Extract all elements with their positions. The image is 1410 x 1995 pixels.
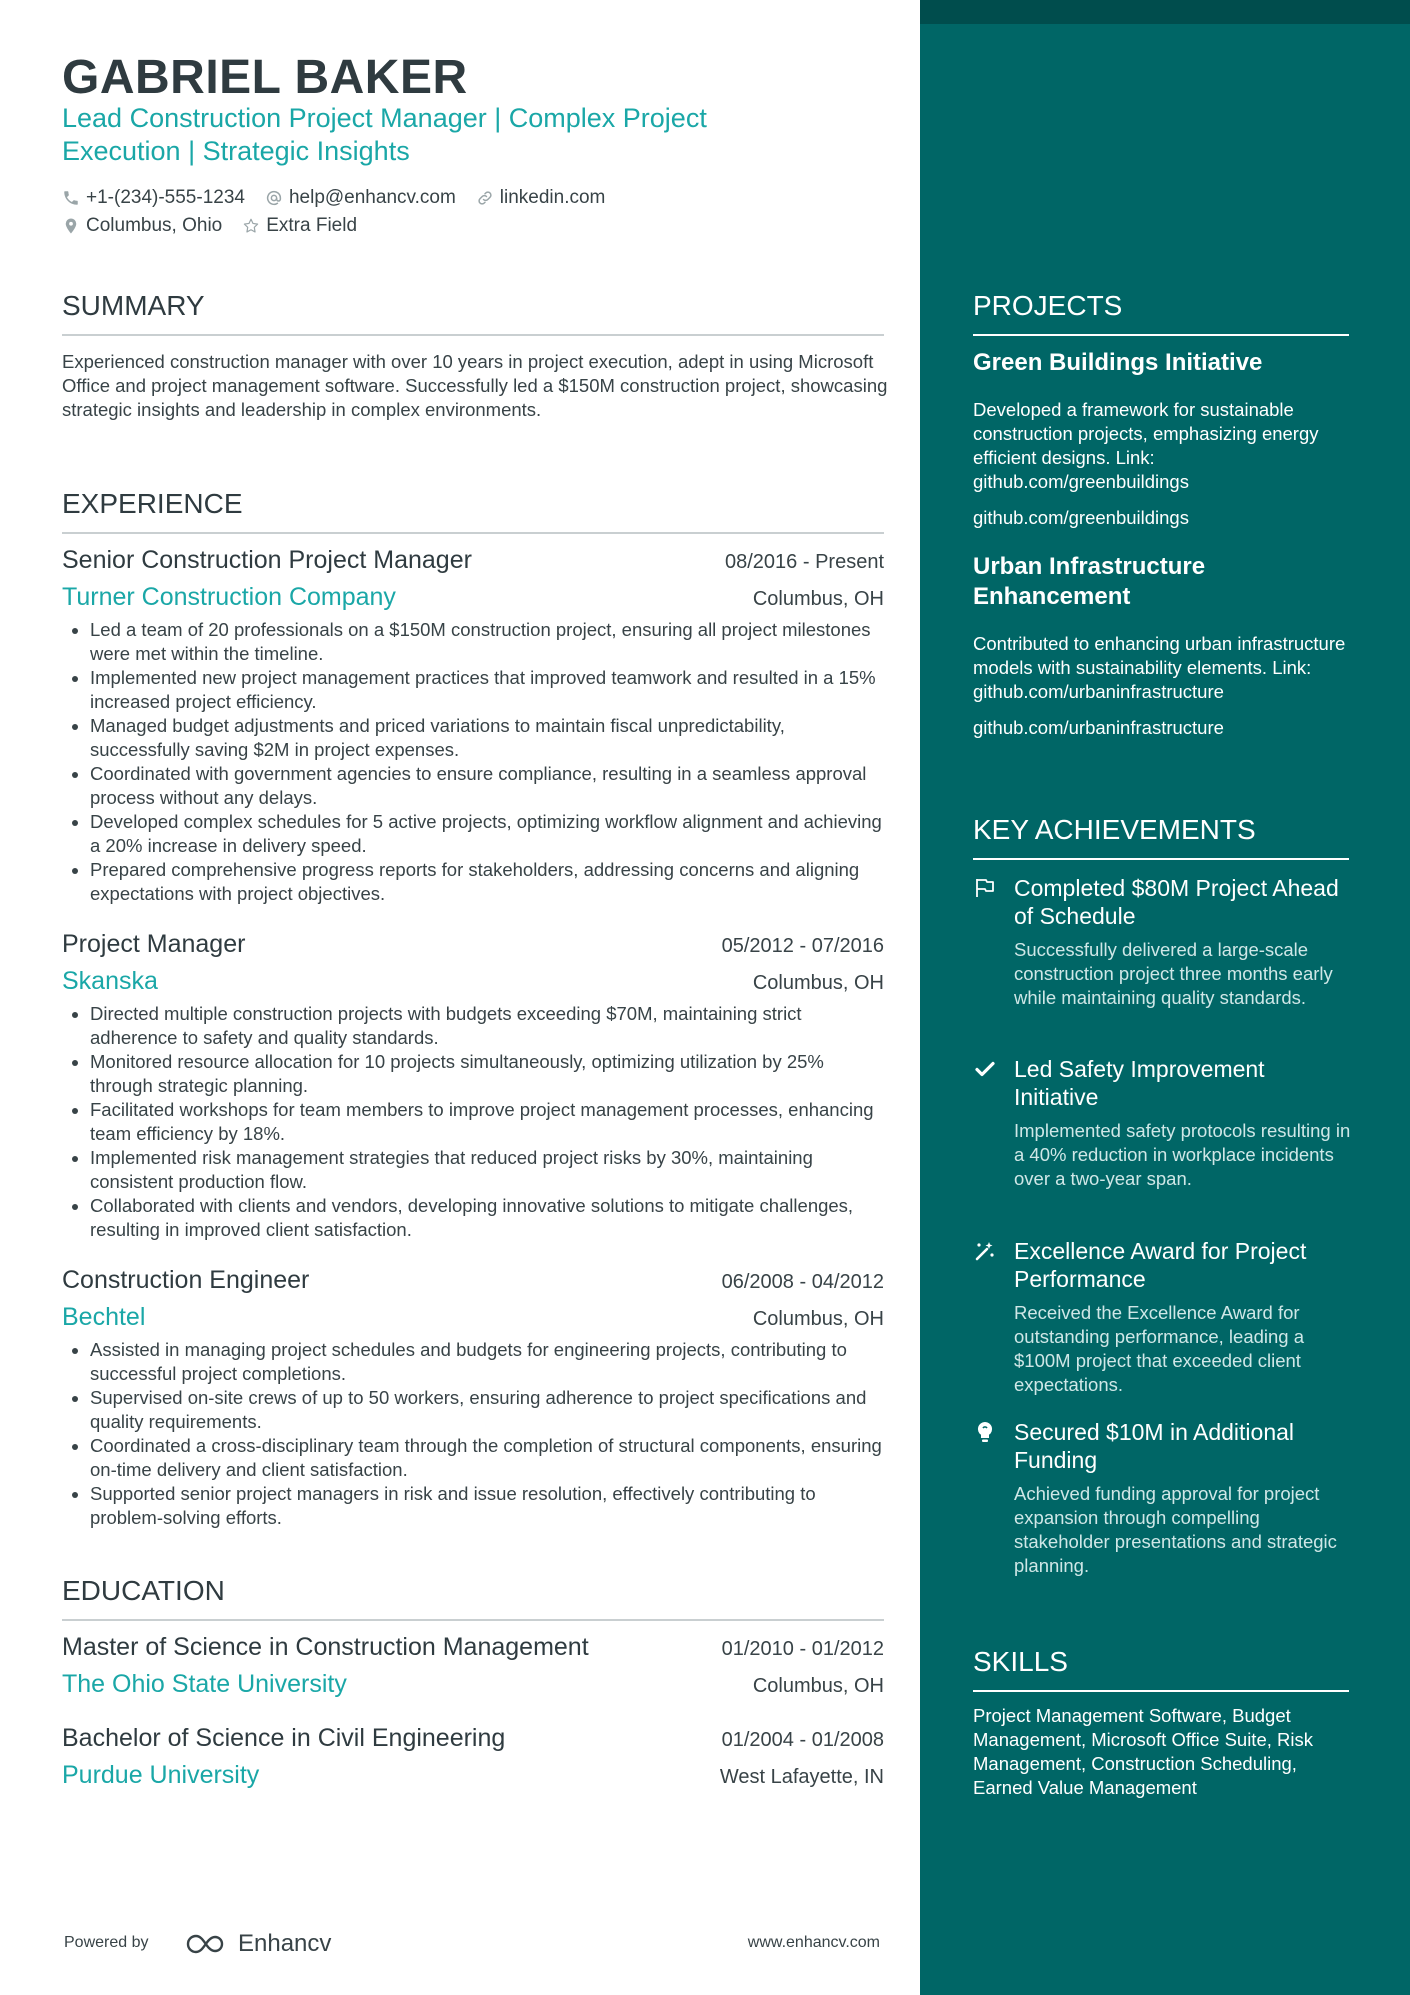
job-company: Skanska (62, 967, 158, 995)
school-name: Purdue University (62, 1761, 260, 1789)
job-bullets (62, 1338, 884, 1530)
skills-section-heading (973, 1646, 1349, 1692)
job-company: Turner Construction Company (62, 583, 396, 611)
job-entry (62, 930, 884, 1242)
achievements-divider (973, 858, 1349, 860)
project-link[interactable]: github.com/urbaninfrastructure (973, 717, 1224, 738)
project-title: Green Buildings Initiative (973, 349, 1263, 376)
education-dates: 01/2004 - 01/2008 (721, 1729, 884, 1751)
job-title: Project Manager (62, 930, 246, 958)
experience-heading: EXPERIENCE (62, 488, 243, 519)
bullet-item: • Developed complex schedules for 5 active projects, optimizing workflow alignment and achieving a 20% increase in delivery speed. (90, 810, 884, 858)
link-icon (476, 189, 494, 207)
job-title: Construction Engineer (62, 1266, 310, 1294)
job-title: Senior Construction Project Manager (62, 546, 472, 574)
bullet-item: • Monitored resource allocation for 10 projects simultaneously, optimizing utilization by 25% through strategic planning. (90, 1050, 884, 1098)
at-icon (265, 189, 283, 207)
location-pin-icon (62, 217, 80, 235)
education-section-heading (62, 1575, 884, 1621)
school-location: West Lafayette, IN (719, 1766, 884, 1788)
job-entry (62, 546, 884, 906)
summary-text: Experienced construction manager with over 10 years in project execution, adept in using Microsoft Office and project management software. Successfully led a $150M construction project, showcasing strategic insights and leadership in complex environments. (62, 351, 888, 420)
bullet-item: • Supported senior project managers in risk and issue resolution, effectively contributing to problem-solving efforts. (90, 1482, 884, 1530)
degree-name: Bachelor of Science in Civil Engineering (62, 1724, 506, 1752)
project-title: Urban Infrastructure Enhancement (973, 553, 1206, 610)
bullet-item: • Coordinated a cross-disciplinary team through the completion of structural components, ensuring on-time delivery and client satisfaction. (90, 1434, 884, 1482)
experience-section-heading (62, 488, 884, 534)
contact-linkedin[interactable] (476, 187, 606, 209)
summary-section-heading (62, 290, 884, 336)
bullet-item: • Coordinated with government agencies to ensure compliance, resulting in a seamless approval process without any delays. (90, 762, 884, 810)
achievements-heading: KEY ACHIEVEMENTS (973, 814, 1256, 845)
contact-phone (62, 187, 245, 209)
education-dates: 01/2010 - 01/2012 (721, 1638, 884, 1660)
summary-divider (62, 334, 884, 336)
projects-section (973, 290, 1349, 740)
bullet-item: • Assisted in managing project schedules and budgets for engineering projects, contributing to successful project completions. (90, 1338, 884, 1386)
phone-text: +1-(234)-555-1234 (86, 187, 245, 208)
email-text: help@enhancv.com (288, 187, 456, 208)
flag-icon (973, 876, 997, 900)
bullet-item: • Facilitated workshops for team members to improve project management processes, enhancing team efficiency by 18%. (90, 1098, 884, 1146)
project-description: Developed a framework for sustainable construction projects, emphasizing energy efficient designs. Link: github.com/greenbuildings (973, 399, 1319, 492)
checkmark-icon (973, 1057, 997, 1081)
phone-icon (62, 189, 80, 207)
education-entry (62, 1724, 884, 1790)
project-link[interactable]: github.com/greenbuildings (973, 507, 1189, 528)
education-entry (62, 1633, 884, 1699)
job-location: Columbus, OH (752, 1308, 884, 1330)
education-divider (62, 1619, 884, 1621)
achievement-title: Led Safety Improvement Initiative (1014, 1056, 1265, 1110)
star-icon (242, 217, 260, 235)
achievement-description: Received the Excellence Award for outstanding performance, leading a $100M project that exceeded client expectations. (1014, 1302, 1305, 1395)
projects-section-heading (973, 290, 1349, 336)
degree-name: Master of Science in Construction Management (62, 1633, 589, 1661)
powered-by-label: Powered by (64, 1934, 149, 1951)
linkedin-text: linkedin.com (499, 187, 606, 208)
job-bullets (62, 618, 884, 906)
education-heading: EDUCATION (62, 1575, 225, 1606)
skills-heading: SKILLS (973, 1646, 1068, 1677)
skills-text: Project Management Software, Budget Management, Microsoft Office Suite, Risk Management, Construction Scheduling, Earned Value Management (973, 1705, 1313, 1798)
candidate-name: GABRIEL BAKER (62, 51, 468, 104)
job-bullets (62, 1002, 884, 1242)
school-location: Columbus, OH (752, 1675, 884, 1697)
contact-info (62, 184, 882, 240)
enhancv-logo[interactable] (184, 1930, 331, 1958)
bullet-item: • Supervised on-site crews of up to 50 workers, ensuring adherence to project specifications and quality requirements. (90, 1386, 884, 1434)
school-name: The Ohio State University (62, 1670, 347, 1698)
job-dates: 05/2012 - 07/2016 (721, 935, 884, 957)
experience-divider (62, 532, 884, 534)
projects-heading: PROJECTS (973, 290, 1123, 321)
skills-divider (973, 1690, 1349, 1692)
sidebar-top-bar (920, 0, 1410, 24)
achievement-title: Completed $80M Project Ahead of Schedule (1014, 875, 1339, 929)
bullet-item: • Managed budget adjustments and priced variations to maintain fiscal unpredictability, successfully saving $2M in project expenses. (90, 714, 884, 762)
enhancv-brand-text: Enhancv (238, 1930, 332, 1957)
achievements-section-heading (973, 814, 1349, 860)
bullet-item: • Collaborated with clients and vendors, developing innovative solutions to mitigate challenges, resulting in improved client satisfaction. (90, 1194, 884, 1242)
bullet-item: • Implemented new project management practices that improved teamwork and resulted in a 15% increased project efficiency. (90, 666, 884, 714)
location-text: Columbus, Ohio (86, 215, 223, 236)
achievement-description: Implemented safety protocols resulting in a 40% reduction in workplace incidents over a two-year span. (1014, 1120, 1351, 1189)
bullet-item: • Directed multiple construction projects with budgets exceeding $70M, maintaining strict adherence to safety and quality standards. (90, 1002, 884, 1050)
contact-location (62, 215, 222, 237)
job-location: Columbus, OH (752, 588, 884, 610)
bullet-item: • Prepared comprehensive progress reports for stakeholders, addressing concerns and aligning expectations with project objectives. (90, 858, 884, 906)
lightbulb-icon (973, 1420, 997, 1444)
bullet-item: • Led a team of 20 professionals on a $150M construction project, ensuring all project milestones were met within the timeline. (90, 618, 884, 666)
job-company: Bechtel (62, 1303, 146, 1331)
project-entry (973, 552, 1349, 740)
contact-extra (242, 215, 357, 237)
summary-heading: SUMMARY (62, 290, 205, 321)
job-entry (62, 1266, 884, 1530)
job-dates: 06/2008 - 04/2012 (721, 1271, 884, 1293)
job-location: Columbus, OH (752, 972, 884, 994)
website-link[interactable]: www.enhancv.com (747, 1934, 880, 1951)
achievement-description: Successfully delivered a large-scale construction project three months early while maintaining quality standards. (1014, 939, 1333, 1008)
skills-section (973, 1646, 1349, 1800)
contact-email[interactable] (265, 187, 456, 209)
enhancv-logo-icon (184, 1931, 232, 1957)
project-entry (973, 348, 1349, 530)
candidate-title: Lead Construction Project Manager | Complex Project Execution | Strategic Insights (62, 103, 707, 166)
achievement-description: Achieved funding approval for project expansion through compelling stakeholder presentations and strategic planning. (1014, 1483, 1337, 1576)
bullet-item: • Implemented risk management strategies that reduced project risks by 30%, maintaining consistent production flow. (90, 1146, 884, 1194)
job-dates: 08/2016 - Present (725, 551, 884, 573)
achievement-title: Secured $10M in Additional Funding (1014, 1419, 1295, 1473)
projects-divider (973, 334, 1349, 336)
extra-text: Extra Field (266, 215, 358, 236)
footer (64, 1930, 884, 1970)
achievement-title: Excellence Award for Project Performance (1014, 1238, 1307, 1292)
project-description: Contributed to enhancing urban infrastructure models with sustainability elements. Link: github.com/urbaninfrastructure (973, 633, 1346, 702)
wand-icon (973, 1239, 997, 1263)
